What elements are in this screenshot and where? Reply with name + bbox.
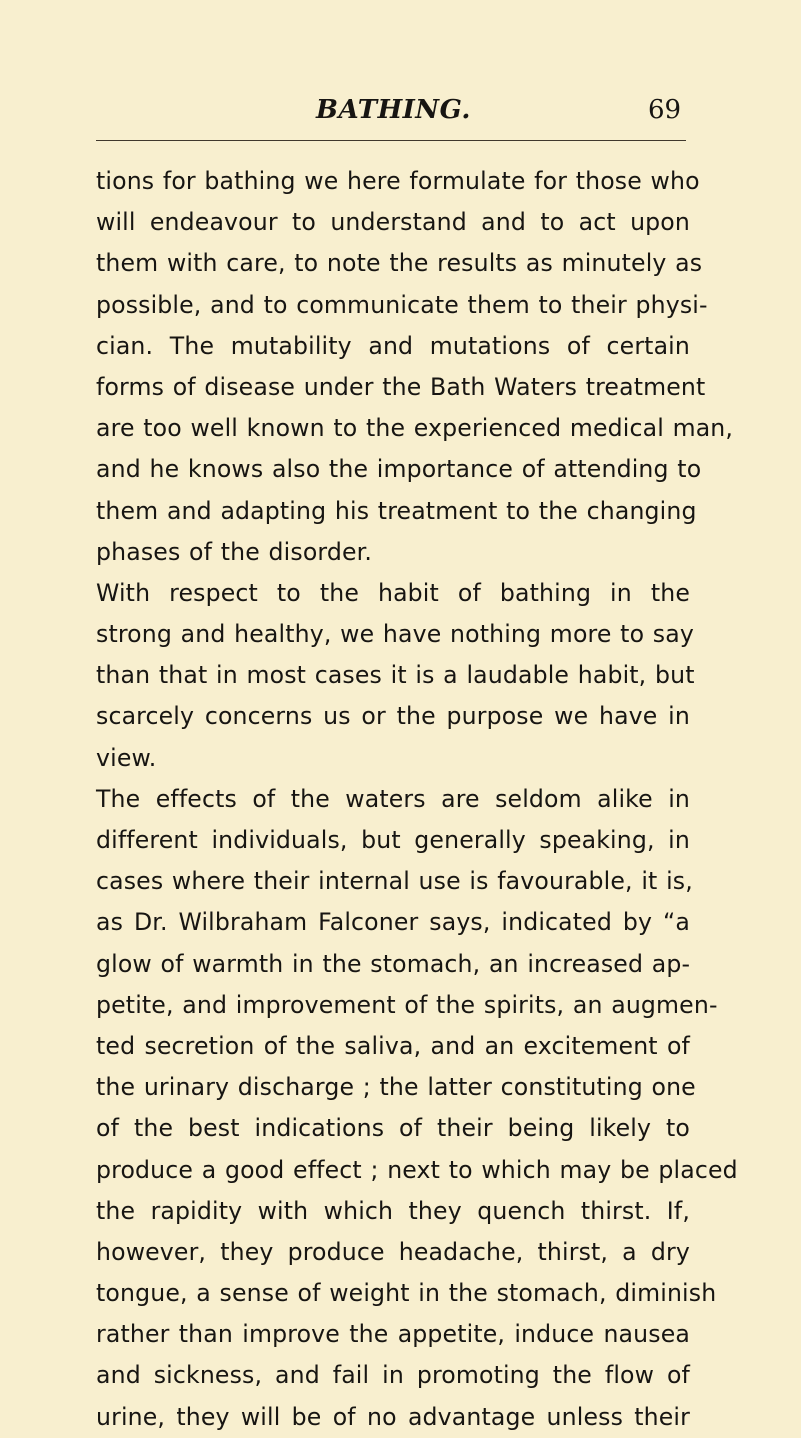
header-rule [96,140,686,141]
text-line: will endeavour to understand and to act upon [96,208,690,237]
text-line: strong and healthy, we have nothing more to say [96,620,694,649]
text-line: possible, and to communicate them to their physi- [96,290,708,319]
text-line: phases of the disorder. [96,537,372,566]
text-line: rather than improve the appetite, induce nausea [96,1320,690,1349]
text-line: as Dr. Wilbraham Falconer says, indicated by “a [96,908,690,937]
text-line: With respect to the habit of bathing in the [96,578,690,607]
text-line: however, they produce headache, thirst, a dry [96,1237,690,1266]
text-line: cian. The mutability and mutations of certain [96,331,690,360]
text-line: and sickness, and fail in promoting the flow of [96,1361,690,1390]
text-line: tions for bathing we here formulate for those who [96,167,700,195]
page-number: 69 [648,95,682,125]
text-line: urine, they will be of no advantage unless their [96,1402,690,1431]
text-line: different individuals, but generally speaking, in [96,826,690,854]
text-line: cases where their internal use is favourable, it is, [96,867,693,896]
text-line: than that in most cases it is a laudable habit, but [96,661,695,690]
text-line: glow of warmth in the stomach, an increased ap- [96,949,691,978]
text-line: tongue, a sense of weight in the stomach, diminish [96,1279,717,1308]
text-line: The effects of the waters are seldom alike in [96,784,690,813]
text-line: and he knows also the importance of attending to [96,455,702,484]
text-line: ted secretion of the saliva, and an excitement of [96,1031,690,1060]
text-line: scarcely concerns us or the purpose we have in [96,702,690,731]
text-line: forms of disease under the Bath Waters treatment [96,372,706,401]
text-line: them and adapting his treatment to the changing [96,496,697,525]
text-line: the urinary discharge ; the latter constituting one [96,1073,696,1102]
text-line: of the best indications of their being likely to [96,1114,690,1143]
body-text [96,161,738,1438]
page-title: BATHING. [316,95,471,125]
text-line: are too well known to the experienced medical man, [96,414,734,443]
text-line: produce a good effect ; next to which may be placed [96,1155,738,1184]
running-head [96,92,686,146]
text-line: them with care, to note the results as minutely as [96,249,703,278]
text-line: petite, and improvement of the spirits, an augmen- [96,990,718,1019]
text-line: view. [96,743,157,772]
text-line: the rapidity with which they quench thirst. If, [96,1196,690,1225]
